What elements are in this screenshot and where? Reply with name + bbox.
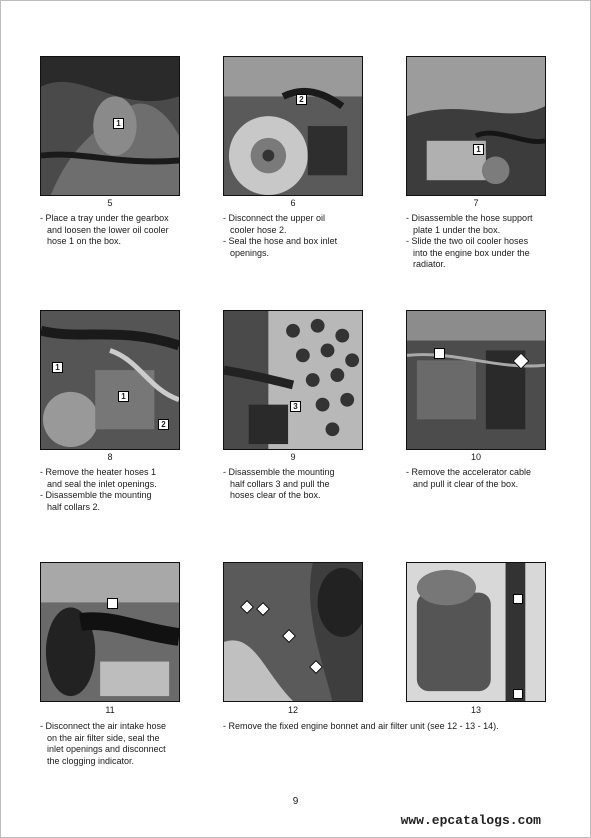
- caption-line: - Disconnect the air intake hose: [40, 721, 167, 731]
- caption-line: radiator.: [413, 259, 446, 269]
- caption-line: - Place a tray under the gearbox: [40, 213, 169, 223]
- caption-line: plate 1 under the box.: [413, 224, 501, 235]
- figure-number: 5: [107, 198, 113, 208]
- figure-number: 8: [107, 452, 113, 462]
- figure-number: 9: [290, 452, 296, 462]
- figure-caption: [223, 467, 365, 502]
- caption-line: and seal the inlet openings.: [47, 478, 157, 489]
- callout-label: 3: [290, 401, 301, 412]
- photo-fig-7: [406, 56, 546, 196]
- caption-line: into the engine box under the: [413, 247, 530, 258]
- callout-label: 2: [158, 419, 169, 430]
- figure-caption: [40, 213, 182, 248]
- caption-line: on the air filter side, seal the: [47, 732, 160, 743]
- figure-number: 10: [470, 452, 481, 462]
- caption-line: - Disassemble the hose support: [406, 213, 533, 223]
- photo-fig-9: [223, 310, 363, 450]
- caption-line: - Seal the hose and box inlet: [223, 236, 338, 246]
- figure-caption: [40, 467, 182, 513]
- caption-line: hoses clear of the box.: [230, 490, 321, 500]
- figure-number: 13: [470, 705, 481, 715]
- figure-caption: [406, 467, 548, 490]
- figure-number: 6: [290, 198, 296, 208]
- figure-number: 7: [473, 198, 479, 208]
- wide-caption: - Remove the fixed engine bonnet and air filter unit (see 12 - 13 - 14).: [223, 721, 499, 731]
- caption-line: inlet openings and disconnect: [47, 744, 166, 754]
- caption-line: - Disconnect the upper oil: [223, 213, 326, 223]
- figure-caption: [406, 213, 548, 271]
- callout-label: 1: [52, 362, 63, 373]
- figure-caption: [223, 213, 365, 259]
- photo-fig-10: [406, 310, 546, 450]
- caption-line: hose 1 on the box.: [47, 236, 122, 246]
- caption-line: - Slide the two oil cooler hoses: [406, 236, 529, 246]
- figure-number: 12: [287, 705, 298, 715]
- figure-caption: [40, 721, 182, 767]
- photo-fig-6: [223, 56, 363, 196]
- caption-line: - Disassemble the mounting: [40, 490, 152, 500]
- callout-label: 1: [473, 144, 484, 155]
- caption-line: - Remove the heater hoses 1: [40, 467, 157, 477]
- callout-label: 1: [113, 118, 124, 129]
- caption-line: openings.: [230, 247, 270, 258]
- caption-line: cooler hose 2.: [230, 224, 287, 235]
- arrow-marker: [107, 598, 118, 609]
- watermark: www.epcatalogs.com: [400, 813, 541, 828]
- figure-number: 11: [105, 705, 115, 715]
- page-number: 9: [292, 796, 299, 807]
- caption-line: - Remove the accelerator cable: [406, 467, 532, 477]
- arrow-marker: [434, 348, 445, 359]
- caption-line: - Disassemble the mounting: [223, 467, 335, 477]
- caption-line: half collars 3 and pull the: [230, 478, 330, 489]
- callout-label: 1: [118, 391, 129, 402]
- arrow-marker: [513, 689, 523, 699]
- photo-fig-11: [40, 562, 180, 702]
- caption-line: and loosen the lower oil cooler: [47, 224, 169, 235]
- photo-fig-13: [406, 562, 546, 702]
- caption-line: half collars 2.: [47, 501, 101, 512]
- callout-label: 2: [296, 94, 307, 105]
- caption-line: and pull it clear of the box.: [413, 478, 519, 489]
- photo-fig-5: [40, 56, 180, 196]
- caption-line: the clogging indicator.: [47, 755, 135, 766]
- arrow-marker: [513, 594, 523, 604]
